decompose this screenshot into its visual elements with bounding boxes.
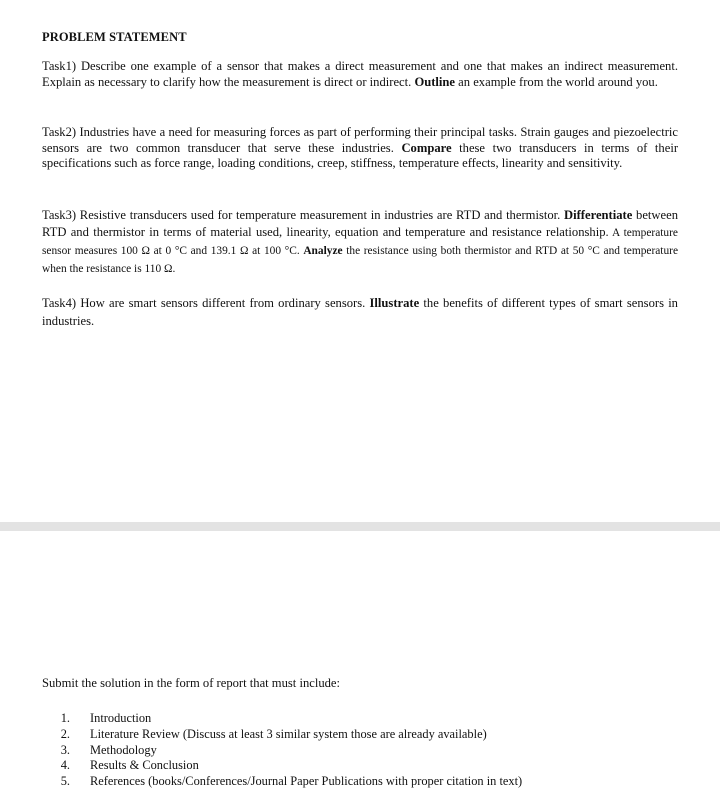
task2-text-end: these two transducers in terms of their specifications such as force range, loading conditions, creep, stiffness, temperature effects, linearity and sensitivity. [42, 140, 679, 170]
list-item-number: 2. [60, 726, 70, 741]
task4-paragraph [42, 295, 678, 330]
list-item-number: 5. [60, 774, 70, 789]
page-divider [0, 522, 720, 531]
task1-text: Task1) Describe one example of a sensor that makes a direct measurement and one that makes an indirect measurement. Explain as necessary to clarify how the measurement is direct or indirect. [42, 59, 678, 89]
submit-instructions: Submit the solution in the form of report that must include: [42, 676, 341, 690]
task2-keyword: Compare [401, 140, 452, 155]
task4-text: Task4) How are smart sensors different from ordinary sensors. [42, 296, 370, 310]
list-item-number: 4. [60, 758, 70, 773]
task1-text-end: an example from the world around you. [455, 74, 658, 89]
report-requirements-list [42, 711, 522, 790]
list-item-number: 3. [60, 742, 70, 757]
list-item-label: Results & Conclusion [90, 758, 199, 773]
task2-text: Task2) Industries have a need for measuring forces as part of performing their principal tasks. Strain gauges and piezoelectric sensors are two common transducer that serve these industries. [42, 125, 678, 155]
list-item-label: References (books/Conferences/Journal Paper Publications with proper citation in text) [90, 774, 523, 789]
task3-analyze-keyword: Analyze [303, 245, 343, 257]
task3-small-text: A temperature sensor measures 100 Ω at 0 °C and 139.1 Ω at 100 °C. [42, 227, 678, 257]
task3-keyword: Differentiate [564, 208, 633, 222]
list-item [42, 774, 522, 790]
page-heading: PROBLEM STATEMENT [42, 30, 187, 44]
task3-paragraph [42, 207, 678, 278]
task2-paragraph [42, 125, 678, 172]
list-item [42, 711, 522, 727]
task3-text: Task3) Resistive transducers used for temperature measurement in industries are RTD and thermistor. [42, 208, 565, 222]
task4-text-end: the benefits of different types of smart sensors in industries. [42, 296, 678, 328]
task1-keyword: Outline [414, 74, 456, 89]
list-item [42, 743, 522, 759]
list-item-label: Methodology [90, 742, 157, 757]
list-item [42, 758, 522, 774]
list-item-label: Literature Review (Discuss at least 3 similar system those are already available) [90, 726, 487, 741]
list-item-label: Introduction [90, 711, 152, 725]
task4-keyword: Illustrate [369, 296, 420, 310]
task3-small-text-end: the resistance using both thermistor and RTD at 50 °C and temperature when the resistance is 110 Ω. [42, 245, 678, 275]
task1-paragraph [42, 59, 678, 90]
task3-text-mid: between RTD and thermistor in terms of material used, linearity, equation and temperature and resistance relationship. [42, 208, 679, 239]
list-item-number: 1. [60, 711, 70, 725]
list-item [42, 727, 522, 743]
